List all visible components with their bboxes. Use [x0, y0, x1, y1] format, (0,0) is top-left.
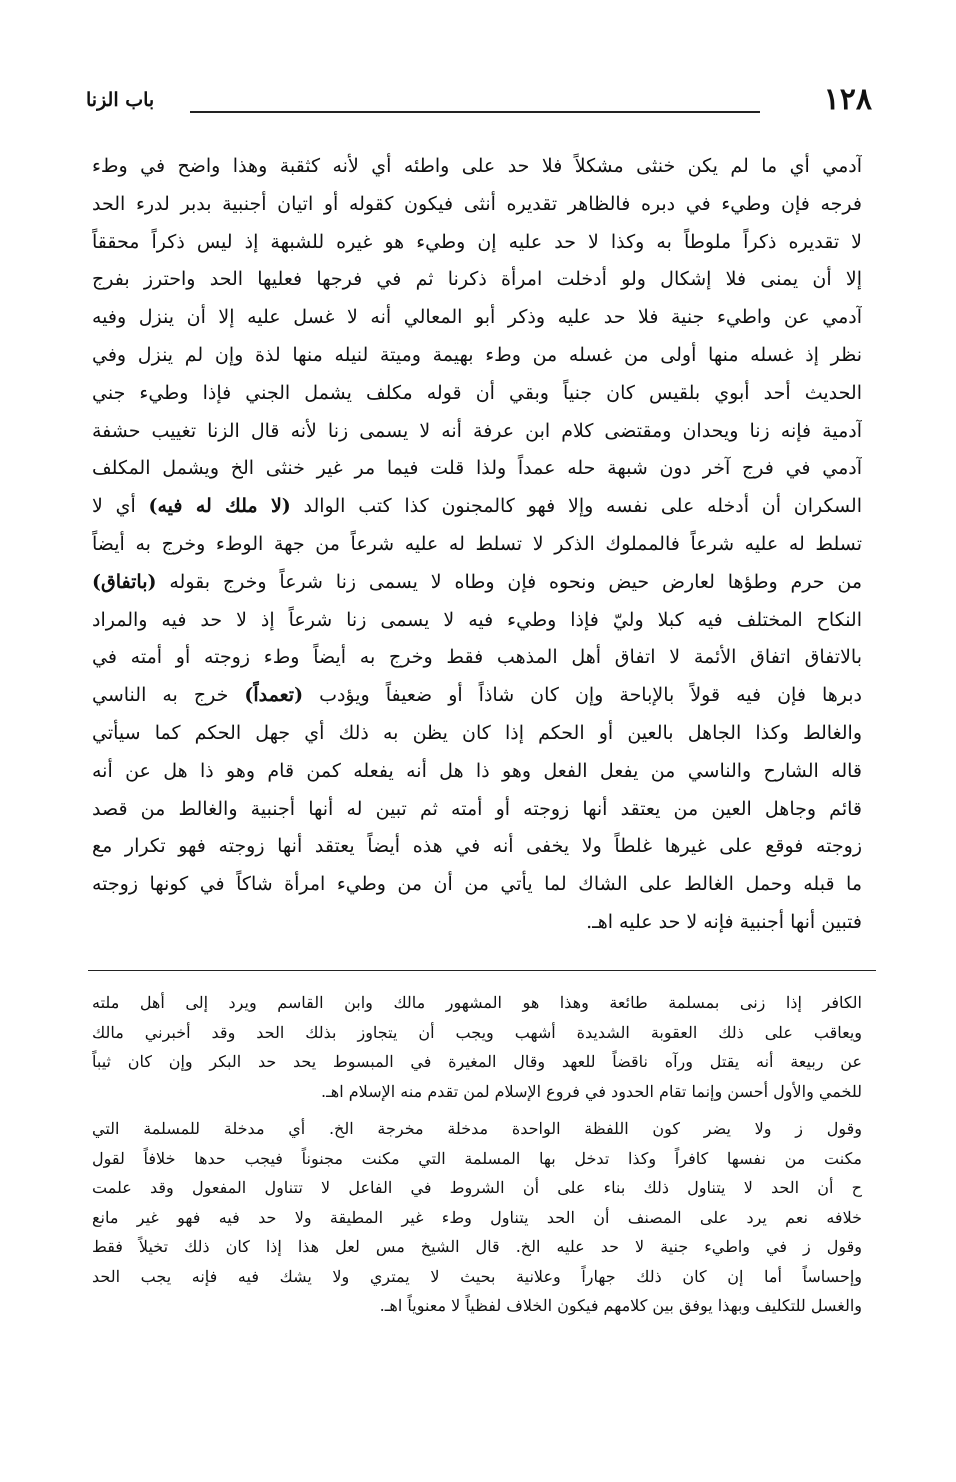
matn-term: (لا ملك له فيه) — [148, 495, 291, 518]
text-line: تسلط له عليه شرعاً فالمملوك الذكر لا تسلط له عليه شرعاً من جهة الوطء وخرج به أيضاً — [92, 532, 862, 555]
footnote-line: والغسل للتكليف وبهذا يوفق بين كلامهم فيكون الخلاف لفظياً لا معنوياً اهـ. — [379, 1296, 862, 1315]
footnote-line: وإحساساً أما إن كان ذلك جهاراً وعلانية بحيث لا يمتري ولا يشك فيه فإنه يجب الحد — [92, 1266, 862, 1286]
header-rule — [190, 111, 760, 113]
footnote-line: مكنت من نفسها كافراً وكذا تدخل بها المسلمة التي مكنت مجنوناً فيجب حدها خلافاً لقول — [92, 1148, 862, 1168]
text-line: إلا أن يمنى فلا إشكال ولو أدخلت امرأة ذكرنا ثم في فرجها فعليها الحد واحترز بفرج — [92, 268, 862, 291]
text-line: النكاح المختلف فيه كبلا وليّ فإذا وطيء فيه لا يسمى زنا شرعاً إذ لا حد فيه والمراد — [92, 608, 862, 631]
footnote-separator — [88, 970, 876, 971]
footnote-line: للخمي والأول أحسن وإنما تقام الحدود في فروع الإسلام لمن تقدم منه الإسلام اهـ. — [321, 1081, 862, 1101]
text-line: آدمية فإنه زنا ويحدان ومقتضى كلام ابن عرفة أنه لا يسمى زنا لأنه قال الزنا تغييب حشفة — [92, 419, 862, 442]
footnote-line: وقول ز ولا يضر كون اللفظة الواحدة مدخلة مخرجة الخ. أي مدخلة للمسلمة التي — [92, 1119, 862, 1138]
main-text-block — [92, 148, 862, 942]
text-line: بالاتفاق اتفاق الأئمة لا اتفاق أهل المذهب فقط وخرج به أيضاً وطء زوجته أو أمته في — [92, 646, 862, 669]
text-line: آدمي أي ما لم يكن خنثى مشكلاً فلا حد على واطئه أي لأنه كثقبة وهذا واضح في وطء — [92, 155, 862, 177]
text-line: آدمي عن واطيء جنية فلا حد عليه وذكر أبو المعالي أنه لا غسل عليه إلا أن ينزل وفيه — [92, 306, 862, 329]
footnote-line: خلافه نعم يرد على المصنف أن الحد يتناول وطء غير المطيقة ولا حد فيه فهو غير مانع — [92, 1207, 862, 1227]
footnote-paragraph — [92, 988, 862, 1106]
text-line: فرجه فإن وطيء في دبره فالظاهر تقديره أنثى فيكون كقوله أو اتيان أجنبية بدبر لدرء الحد — [92, 192, 862, 215]
text-line: من حرم وطؤها لعارض حيض ونحوه فإن وطاه لا يسمى زنا شرعاً وخرج بقوله (باتفاق) — [92, 570, 862, 593]
text-line: نظر إذ غسله منها أولى من غسله من وطء بهيمة وميتة لنيله منها لذة وإن لم ينزل وفي — [92, 343, 862, 366]
text-line: والغالط وكذا الجاهل بالعين أو الحكم إذا كان يظن به ذلك أي جهل الحكم كما سيأتي — [92, 721, 862, 744]
footnote-line: وقول ز في واطيء جنية لا حد عليه الخ. قال الشيخ مس لعل هذا إذا كان ذلك تخيلاً فقط — [92, 1237, 862, 1256]
footnote-line: ويعاقب على ذلك العقوبة الشديدة أشهب ويجب أن يتجاوز بذلك الحد وقد أخبرني مالك — [92, 1022, 862, 1042]
footnote-paragraph — [92, 1114, 862, 1321]
footnotes-block — [92, 988, 862, 1329]
page-header — [86, 82, 872, 122]
text-line: زوجته فوقع على غيرها غلطاً ولا يخفى أنه في هذه أيضاً يعتقد أنها زوجته فهو تكرار مع — [92, 835, 862, 858]
text-line: الحديث أحد أبوي بلقيس كان جنياً وبقي أن قوله مكلف يشمل الجني فإذا وطيء جني — [92, 381, 862, 404]
matn-term: (تعمداً) — [244, 684, 304, 707]
footnote-line: الكافر إذا زنى بمسلمة طائعة وهذا هو المشهور مالك وابن القاسم ويرد إلى أهل ملته — [92, 993, 862, 1012]
running-title: باب الزنا — [86, 89, 155, 111]
matn-term: (باتفاق) — [92, 570, 157, 593]
text-line: قاله الشارح والناسي من يفعل الفعل وهو ذا هل أنه يفعله كمن قام وهو ذا هل عن أنه — [92, 759, 862, 782]
text-line: قائم وجاهل العين من يعتقد أنها زوجته أو أمته ثم تبين له أنها أجنبية والغالط من قصد — [92, 797, 862, 820]
text-line: فتبين أنها أجنبية فإنه لا حد عليه اهـ. — [586, 910, 862, 933]
page-number: ١٢٨ — [823, 82, 872, 117]
footnote-line: عن ربيعة أنه يقتل ورآه ناقضاً للعهد وقال المغيرة في المبسوط يحد حد البكر وإن كان ثيباً — [92, 1052, 862, 1071]
text-line: ما قبله وحمل الغالط على الشاك لما يأتي من أن من وطيء امرأة شاكاً في كونها زوجته — [92, 873, 862, 896]
text-line: السكران أن أدخله على نفسه وإلا فهو كالمجنون كذا كتب الوالد (لا ملك له فيه) أي لا — [92, 495, 862, 518]
footnote-line: ح أن الحد لا يتناول ذلك بناء على أن الشروط في الفاعل لا تتناول المفعول وقد علمت — [92, 1178, 862, 1197]
text-line: دبرها فإن فيه قولاً بالإباحة وإن كان شاذاً أو ضعيفاً ويؤدب (تعمداً) خرج به الناسي — [92, 684, 862, 707]
text-line: لا تقديره ذكراً ملوطاً به وكذا لا حد عليه إن وطيء هو غيره للشبهة إذ ليس ذكراً محققاً — [92, 230, 862, 253]
text-line: آدمي في فرج آخر دون شبهة حله عمداً ولذا قلت فيما مر غير خنثى الخ ويشمل المكلف — [92, 457, 862, 480]
